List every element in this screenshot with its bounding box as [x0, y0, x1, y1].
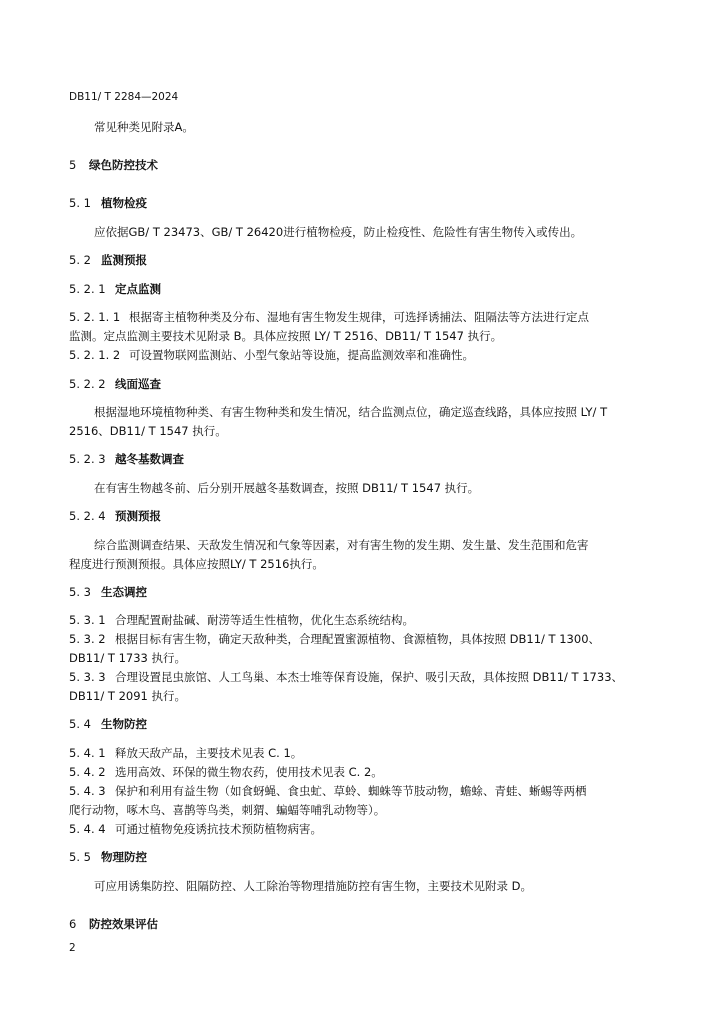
- heading-title: 防控效果评估: [89, 917, 158, 931]
- paragraph-line: 应依据GB/ T 23473、GB/ T 26420进行植物检疫，防止检疫性、危险性有害生物传入或传出。: [94, 225, 583, 239]
- heading-number: 5. 5: [69, 850, 91, 864]
- clause-number: 5. 3. 2: [69, 632, 106, 646]
- clause-text: 根据寄主植物种类及分布、湿地有害生物发生规律，可选择诱捕法、阻隔法等方法进行定点: [129, 310, 589, 324]
- section-heading-5-5: [69, 850, 147, 864]
- section-heading-5-2-1: [69, 282, 161, 296]
- clause-text: 根据目标有害生物，确定天敌种类，合理配置蜜源植物、食源植物，具体按照 DB11/ T 1300、: [115, 632, 601, 646]
- paragraph-line: 常见种类见附录A。: [94, 120, 194, 134]
- section-heading-5: [69, 158, 158, 172]
- clause-5-3-1: [69, 613, 414, 627]
- heading-title: 线面巡查: [115, 377, 161, 391]
- paragraph-line: 爬行动物，啄木鸟、喜鹊等鸟类，刺猬、蝙蝠等哺乳动物等）。: [69, 803, 386, 817]
- heading-number: 5. 3: [69, 585, 91, 599]
- section-heading-5-2-2: [69, 377, 161, 391]
- heading-title: 预测预报: [115, 509, 161, 523]
- heading-number: 5: [69, 158, 77, 172]
- section-heading-6: [69, 917, 158, 931]
- heading-number: 5. 2: [69, 253, 91, 267]
- heading-number: 5. 2. 1: [69, 282, 106, 296]
- clause-5-4-2: [69, 765, 383, 779]
- paragraph-line: DB11/ T 1733 执行。: [69, 651, 187, 665]
- clause-number: 5. 4. 1: [69, 746, 106, 760]
- paragraph-line: 综合监测调查结果、天敌发生情况和气象等因素，对有害生物的发生期、发生量、发生范围和危害: [94, 538, 589, 552]
- page-number: 2: [69, 942, 76, 954]
- heading-title: 物理防控: [101, 850, 147, 864]
- paragraph-line: 监测。定点监测主要技术见附录 B。具体应按照 LY/ T 2516、DB11/ T 1547 执行。: [69, 329, 503, 343]
- clause-number: 5. 3. 3: [69, 670, 106, 684]
- heading-number: 5. 1: [69, 196, 91, 210]
- clause-5-4-4: [69, 822, 322, 836]
- clause-number: 5. 2. 1. 1: [69, 310, 121, 324]
- clause-number: 5. 4. 4: [69, 822, 106, 836]
- clause-text: 选用高效、环保的微生物农药，使用技术见表 C. 2。: [115, 765, 383, 779]
- clause-text: 合理设置昆虫旅馆、人工鸟巢、本杰士堆等保育设施，保护、吸引天敌，具体按照 DB11/ T 1733、: [115, 670, 624, 684]
- clause-number: 5. 4. 3: [69, 784, 106, 798]
- heading-number: 5. 2. 4: [69, 509, 106, 523]
- heading-title: 定点监测: [115, 282, 161, 296]
- heading-title: 监测预报: [101, 253, 147, 267]
- clause-number: 5. 3. 1: [69, 613, 106, 627]
- paragraph-line: DB11/ T 2091 执行。: [69, 689, 187, 703]
- section-heading-5-4: [69, 717, 147, 731]
- paragraph-line: 程度进行预测预报。具体应按照LY/ T 2516执行。: [69, 557, 324, 571]
- heading-title: 绿色防控技术: [89, 158, 158, 172]
- clause-5-3-2: [69, 632, 600, 646]
- clause-5-3-3: [69, 670, 623, 684]
- heading-title: 生物防控: [101, 717, 147, 731]
- section-heading-5-1: [69, 196, 147, 210]
- clause-5-4-3: [69, 784, 587, 798]
- section-heading-5-2-3: [69, 452, 184, 466]
- heading-title: 植物检疫: [101, 196, 147, 210]
- heading-number: 5. 2. 2: [69, 377, 106, 391]
- clause-number: 5. 4. 2: [69, 765, 106, 779]
- clause-text: 释放天敌产品，主要技术见表 C. 1。: [115, 746, 303, 760]
- heading-number: 6: [69, 917, 77, 931]
- clause-5-2-1-1: [69, 310, 589, 324]
- clause-text: 可通过植物免疫诱抗技术预防植物病害。: [115, 822, 322, 836]
- heading-number: 5. 2. 3: [69, 452, 106, 466]
- clause-text: 合理配置耐盐碱、耐涝等适生性植物，优化生态系统结构。: [115, 613, 414, 627]
- clause-number: 5. 2. 1. 2: [69, 348, 121, 362]
- clause-5-4-1: [69, 746, 302, 760]
- clause-text: 保护和利用有益生物（如食蚜蝇、食虫虻、草蛉、蜘蛛等节肢动物，蟾蜍、青蛙、蜥蜴等两栖: [115, 784, 587, 798]
- paragraph-line: 在有害生物越冬前、后分别开展越冬基数调查，按照 DB11/ T 1547 执行。: [94, 481, 480, 495]
- paragraph-line: 根据湿地环境植物种类、有害生物种类和发生情况，结合监测点位，确定巡查线路，具体应按照 LY/ T: [94, 405, 608, 419]
- section-heading-5-3: [69, 585, 147, 599]
- clause-5-2-1-2: [69, 348, 474, 362]
- paragraph-line: 可应用诱集防控、阻隔防控、人工除治等物理措施防控有害生物，主要技术见附录 D。: [94, 879, 533, 893]
- document-id: DB11/ T 2284—2024: [69, 91, 179, 103]
- heading-number: 5. 4: [69, 717, 91, 731]
- heading-title: 越冬基数调查: [115, 452, 184, 466]
- heading-title: 生态调控: [101, 585, 147, 599]
- section-heading-5-2: [69, 253, 147, 267]
- clause-text: 可设置物联网监测站、小型气象站等设施，提高监测效率和准确性。: [129, 348, 474, 362]
- paragraph-line: 2516、DB11/ T 1547 执行。: [69, 424, 227, 438]
- section-heading-5-2-4: [69, 509, 161, 523]
